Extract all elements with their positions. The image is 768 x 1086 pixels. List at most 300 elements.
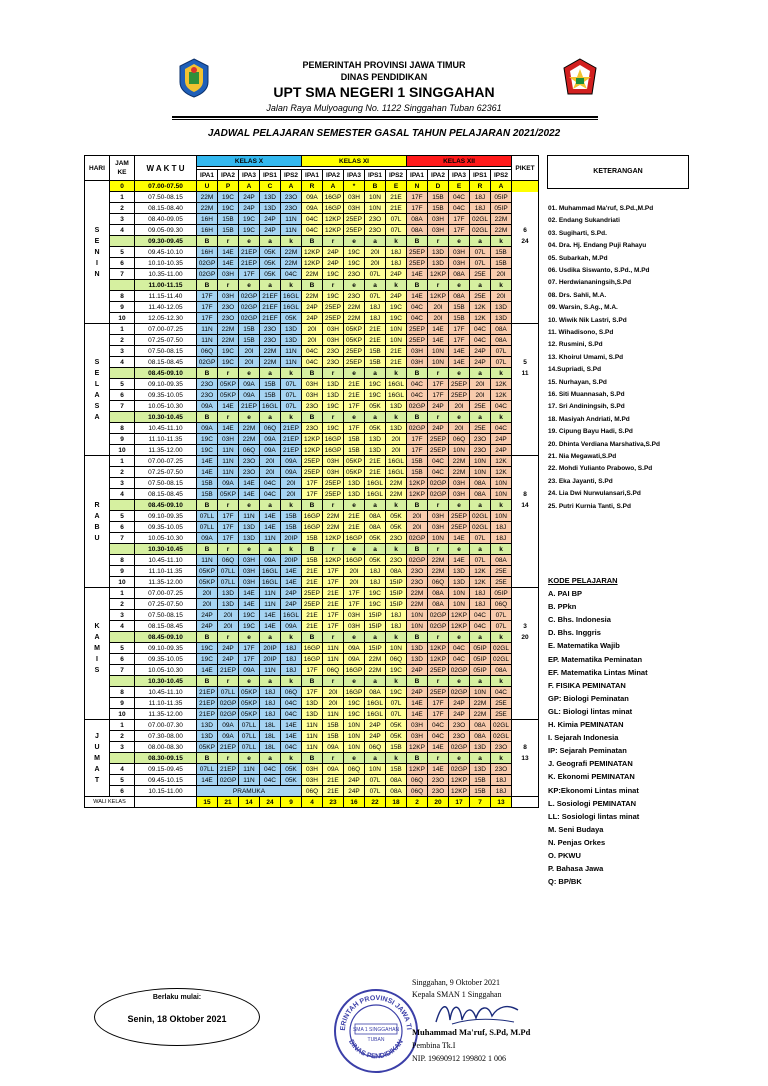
class-cell: 23O xyxy=(365,214,386,225)
piket-cell xyxy=(512,335,539,346)
class-cell: 18J xyxy=(386,247,407,258)
class-cell: 19C xyxy=(323,291,344,302)
class-cell: 11N xyxy=(260,599,281,610)
class-cell: 20I xyxy=(260,456,281,467)
class-cell: A xyxy=(239,181,260,192)
time-slot: 07.00-07.25 xyxy=(135,324,197,335)
class-cell: 23O xyxy=(239,456,260,467)
break-letter: e xyxy=(344,236,365,247)
jam-number xyxy=(110,753,135,764)
subheader-ipa2: IPA2 xyxy=(428,170,449,181)
time-slot: 11.00-11.15 xyxy=(135,280,197,291)
day-letters xyxy=(85,181,109,280)
class-cell: 22M xyxy=(302,269,323,280)
break-letter: B xyxy=(197,544,218,555)
class-cell: 21E xyxy=(323,786,344,797)
jam-number: 5 xyxy=(110,643,135,654)
class-cell: 03H xyxy=(428,511,449,522)
subheader-ips1: IPS1 xyxy=(365,170,386,181)
break-letter: e xyxy=(344,500,365,511)
class-cell: 20I xyxy=(365,258,386,269)
piket-cell xyxy=(512,786,539,797)
class-cell: 10N xyxy=(428,533,449,544)
class-cell: 24P xyxy=(365,720,386,731)
class-cell: 05K xyxy=(365,533,386,544)
time-slot: 10.45-11.10 xyxy=(135,555,197,566)
day-letter: A xyxy=(94,634,100,641)
break-letter: a xyxy=(470,280,491,291)
schedule-row xyxy=(85,335,539,346)
subheader-ipa2: IPA2 xyxy=(218,170,239,181)
class-cell: 14E xyxy=(428,742,449,753)
break-letter: r xyxy=(428,412,449,423)
schedule-row xyxy=(85,731,539,742)
class-cell: P xyxy=(218,181,239,192)
class-cell: 12KP xyxy=(407,489,428,500)
class-cell: 22M xyxy=(197,203,218,214)
break-letter: r xyxy=(323,500,344,511)
class-cell: 15B xyxy=(197,489,218,500)
class-cell: 18L xyxy=(260,742,281,753)
piket-cell xyxy=(512,676,539,687)
class-cell: 04C xyxy=(491,401,512,412)
break-letter: a xyxy=(365,632,386,643)
class-cell: 25E xyxy=(491,577,512,588)
jam-number: 5 xyxy=(110,775,135,786)
time-slot: 08.15-08.45 xyxy=(135,357,197,368)
class-cell: 04C xyxy=(260,764,281,775)
class-cell: 11N xyxy=(323,643,344,654)
teacher-item: 15. Nurhayan, S.Pd xyxy=(548,378,607,386)
class-cell: 19C xyxy=(218,203,239,214)
jam-number: 1 xyxy=(110,456,135,467)
schedule-row xyxy=(85,489,539,500)
class-cell: 17F xyxy=(407,445,428,456)
class-cell: 09A xyxy=(281,467,302,478)
class-cell: 09A xyxy=(197,401,218,412)
break-letter: B xyxy=(302,368,323,379)
jam-number: 1 xyxy=(110,588,135,599)
break-letter: B xyxy=(197,632,218,643)
break-letter: e xyxy=(344,544,365,555)
class-cell: 04C xyxy=(449,643,470,654)
schedule-row xyxy=(85,225,539,236)
class-cell: 20I xyxy=(218,610,239,621)
class-cell: 16GP xyxy=(344,665,365,676)
break-letter: B xyxy=(407,368,428,379)
jam-number: 4 xyxy=(110,225,135,236)
class-cell: 05KP xyxy=(197,577,218,588)
jam-number: 1 xyxy=(110,720,135,731)
class-cell: 20I xyxy=(323,687,344,698)
class-cell: 09A xyxy=(218,478,239,489)
class-cell: 23O xyxy=(449,720,470,731)
class-cell: 18J xyxy=(386,621,407,632)
piket-cell: 3 xyxy=(512,621,539,632)
class-cell: 07L xyxy=(281,379,302,390)
class-cell: 25EP xyxy=(428,665,449,676)
jam-number xyxy=(110,676,135,687)
page-title: JADWAL PELAJARAN SEMESTER GASAL TAHUN PELAJARAN 2021/2022 xyxy=(207,128,561,139)
class-cell: 20I xyxy=(344,577,365,588)
class-cell: 03H xyxy=(344,192,365,203)
class-cell: 08A xyxy=(386,786,407,797)
piket-cell: 24 xyxy=(512,236,539,247)
wali-kelas-value: 23 xyxy=(323,797,344,808)
class-cell: 10N xyxy=(344,742,365,753)
class-cell: 04C xyxy=(302,214,323,225)
keterangan-header xyxy=(547,155,689,189)
class-cell: 04C xyxy=(302,225,323,236)
class-cell: 24P xyxy=(302,302,323,313)
teacher-item: 12. Rusmini, S.Pd xyxy=(548,341,603,349)
jam-number: 4 xyxy=(110,489,135,500)
break-letter: r xyxy=(323,544,344,555)
schedule-row xyxy=(85,610,539,621)
piket-cell xyxy=(512,698,539,709)
class-cell: 12K xyxy=(491,390,512,401)
class-cell: 22M xyxy=(344,302,365,313)
class-cell: 20I xyxy=(197,588,218,599)
teacher-item: 18. Masiyah Andriati, M.Pd xyxy=(548,415,630,423)
class-cell: 03H xyxy=(449,247,470,258)
time-slot: 10.30-10.45 xyxy=(135,544,197,555)
break-letter: e xyxy=(344,412,365,423)
piket-cell xyxy=(512,544,539,555)
class-cell: 13D xyxy=(218,599,239,610)
wali-kelas-value: 13 xyxy=(491,797,512,808)
class-cell: 18L xyxy=(260,720,281,731)
class-cell: E xyxy=(449,181,470,192)
class-cell: 05KP xyxy=(344,335,365,346)
class-cell: 25E xyxy=(470,401,491,412)
class-cell: 06Q xyxy=(449,434,470,445)
class-cell: 15B xyxy=(470,775,491,786)
class-cell: 09A xyxy=(323,764,344,775)
break-letter: e xyxy=(239,676,260,687)
subheader-ipa3: IPA3 xyxy=(449,170,470,181)
class-cell: 04C xyxy=(407,313,428,324)
class-cell: 25EP xyxy=(344,225,365,236)
class-cell: 15IP xyxy=(386,588,407,599)
time-slot: 07.00-07.25 xyxy=(135,588,197,599)
break-letter: a xyxy=(365,280,386,291)
class-cell: 06Q xyxy=(239,445,260,456)
class-cell: 07L xyxy=(386,709,407,720)
class-cell: 09A xyxy=(302,203,323,214)
teacher-item: 04. Dra. Hj. Endang Puji Rahayu xyxy=(548,242,647,250)
break-letter: a xyxy=(470,236,491,247)
class-cell: 03H xyxy=(239,566,260,577)
class-cell: A xyxy=(281,181,302,192)
class-cell: 20I xyxy=(281,478,302,489)
class-cell: 19C xyxy=(197,643,218,654)
class-cell: 09A xyxy=(218,731,239,742)
header-waktu: W A K T U xyxy=(135,156,197,181)
class-cell: 25EP xyxy=(323,478,344,489)
class-cell: 16GL xyxy=(386,456,407,467)
class-cell: 15B xyxy=(344,445,365,456)
class-cell: 07L xyxy=(365,775,386,786)
class-cell: 14E xyxy=(281,566,302,577)
class-cell: 13D xyxy=(323,390,344,401)
class-cell: 13D xyxy=(302,698,323,709)
day-letter: S xyxy=(94,667,100,674)
class-cell: 08A xyxy=(407,225,428,236)
class-cell: 16GL xyxy=(365,698,386,709)
class-cell: 17F xyxy=(239,643,260,654)
class-cell: 21EP xyxy=(197,709,218,720)
break-letter: B xyxy=(302,544,323,555)
class-cell: 03H xyxy=(344,203,365,214)
wali-kelas-value: 18 xyxy=(386,797,407,808)
time-slot: 11.35-12.00 xyxy=(135,445,197,456)
letterhead-rule-thin xyxy=(172,119,598,120)
class-cell: 11N xyxy=(197,335,218,346)
subject-code-item: GL: Biologi lintas minat xyxy=(548,706,633,716)
class-cell: 13D xyxy=(365,434,386,445)
class-cell: 13D xyxy=(449,577,470,588)
class-cell: 12K xyxy=(470,302,491,313)
class-cell: 08A xyxy=(365,511,386,522)
class-cell: 16GL xyxy=(260,401,281,412)
schedule-row xyxy=(85,577,539,588)
class-cell: 13D xyxy=(302,709,323,720)
class-cell: 05KP xyxy=(239,709,260,720)
class-cell: 14E xyxy=(239,478,260,489)
jam-number: 2 xyxy=(110,599,135,610)
class-cell: 21EP xyxy=(197,698,218,709)
class-cell: 25E xyxy=(491,566,512,577)
break-letter: a xyxy=(365,544,386,555)
subheader-ipa1: IPA1 xyxy=(302,170,323,181)
class-cell: 04C xyxy=(281,742,302,753)
schedule-row xyxy=(85,775,539,786)
wali-kelas-value: 7 xyxy=(470,797,491,808)
class-cell: 17F xyxy=(218,511,239,522)
break-letter: k xyxy=(491,280,512,291)
class-cell: 11N xyxy=(323,709,344,720)
subheader-ips2: IPS2 xyxy=(491,170,512,181)
break-letter: e xyxy=(449,544,470,555)
class-cell: 20I xyxy=(260,467,281,478)
class-cell: 16GP xyxy=(302,654,323,665)
break-letter: a xyxy=(260,280,281,291)
class-cell: 05K xyxy=(281,775,302,786)
class-cell: 17F xyxy=(323,610,344,621)
class-cell: 22M xyxy=(302,291,323,302)
class-cell: 24P xyxy=(491,434,512,445)
class-cell: 13D xyxy=(449,566,470,577)
class-cell: 24P xyxy=(323,247,344,258)
class-cell: 23O xyxy=(323,357,344,368)
class-cell: 16GP xyxy=(344,533,365,544)
class-cell: 20I xyxy=(386,434,407,445)
wali-kelas-value: 4 xyxy=(302,797,323,808)
class-cell: 15B xyxy=(302,533,323,544)
class-cell: 17F xyxy=(344,599,365,610)
class-cell: 08A xyxy=(470,489,491,500)
class-cell: 21E xyxy=(344,522,365,533)
class-cell: 08A xyxy=(491,665,512,676)
header-kelas-xi: KELAS XI xyxy=(302,156,407,167)
schedule-row xyxy=(85,181,539,192)
class-cell: 21EP xyxy=(239,258,260,269)
class-cell: 24P xyxy=(281,599,302,610)
class-cell: 19C xyxy=(344,698,365,709)
day-letter: N xyxy=(94,271,100,278)
piket-cell xyxy=(512,269,539,280)
class-cell: 17F xyxy=(344,423,365,434)
class-cell: 02GP xyxy=(218,775,239,786)
class-cell: 23O xyxy=(365,225,386,236)
class-cell: 15B xyxy=(386,764,407,775)
break-letter: e xyxy=(239,236,260,247)
class-cell: 08A xyxy=(470,478,491,489)
piket-cell xyxy=(512,533,539,544)
class-cell: 06Q xyxy=(428,577,449,588)
class-cell: 19C xyxy=(197,434,218,445)
class-cell: 14E xyxy=(218,258,239,269)
teacher-item: 01. Muhammad Ma'ruf, S.Pd.,M.Pd xyxy=(548,205,654,212)
teacher-item: 06. Usdika Siswanto, S.Pd., M.Pd xyxy=(548,267,650,274)
time-slot: 08.40-09.05 xyxy=(135,214,197,225)
piket-cell xyxy=(512,456,539,467)
piket-cell xyxy=(512,247,539,258)
wali-kelas-label: WALI KELAS xyxy=(85,797,135,808)
class-cell: 15B xyxy=(260,379,281,390)
class-cell: 21E xyxy=(344,390,365,401)
class-cell: 18J xyxy=(260,687,281,698)
class-cell: 07LL xyxy=(218,566,239,577)
class-cell: 18J xyxy=(491,522,512,533)
class-cell: 10N xyxy=(428,357,449,368)
subheader-ips1: IPS1 xyxy=(260,170,281,181)
day-letter: A xyxy=(94,414,100,421)
class-cell: 09A xyxy=(344,643,365,654)
class-cell: 14E xyxy=(260,621,281,632)
class-cell: 17F xyxy=(323,577,344,588)
break-letter: a xyxy=(470,368,491,379)
stamp-bottom-text: DINAS PENDIDIKAN xyxy=(347,1038,405,1061)
class-cell: 11N xyxy=(197,555,218,566)
class-cell: 13D xyxy=(344,489,365,500)
class-cell: 15B xyxy=(386,742,407,753)
class-cell: 07L xyxy=(491,610,512,621)
class-cell: 19C xyxy=(197,654,218,665)
wali-kelas-piket-spacer xyxy=(512,797,539,808)
break-letter: B xyxy=(407,236,428,247)
class-cell: 02GL xyxy=(491,654,512,665)
letterhead-address: Jalan Raya Mulyoagung No. 1122 Singgahan Tuban 62361 xyxy=(266,103,502,113)
jam-number: 10 xyxy=(110,445,135,456)
break-letter: k xyxy=(491,676,512,687)
class-cell: 03H xyxy=(449,258,470,269)
class-cell: 16GL xyxy=(281,291,302,302)
schedule-row xyxy=(85,588,539,599)
break-letter: B xyxy=(407,544,428,555)
schedule-row xyxy=(85,621,539,632)
jam-number: 4 xyxy=(110,357,135,368)
class-cell: 02GL xyxy=(491,720,512,731)
subject-code-item: E. Matematika Wajib xyxy=(548,641,620,651)
subject-code-item: I. Sejarah Indonesia xyxy=(548,733,619,743)
class-cell: 08A xyxy=(449,269,470,280)
class-cell: 03H xyxy=(218,291,239,302)
class-cell: 10N xyxy=(491,489,512,500)
break-letter: e xyxy=(344,753,365,764)
class-cell: 20I xyxy=(407,511,428,522)
class-cell: 19C xyxy=(239,225,260,236)
schedule-row xyxy=(85,478,539,489)
teacher-item: 17. Sri Andiningsih, S.Pd xyxy=(548,403,625,411)
break-letter: k xyxy=(386,236,407,247)
wali-kelas-value: 14 xyxy=(239,797,260,808)
time-slot: 07.30-08.00 xyxy=(135,731,197,742)
class-cell: 03H xyxy=(239,555,260,566)
schedule-row xyxy=(85,313,539,324)
class-cell: 06Q xyxy=(344,764,365,775)
day-letter: I xyxy=(96,260,98,267)
class-cell: 04C xyxy=(407,390,428,401)
teacher-item: 09. Warsin, S.Ag., M.A. xyxy=(548,304,618,312)
subject-code-item: L. Sosiologi PEMINATAN xyxy=(548,798,637,808)
effective-label: Berlaku mulai: xyxy=(152,994,202,1001)
class-cell: 20I xyxy=(491,269,512,280)
class-cell: 22M xyxy=(365,654,386,665)
day-letters xyxy=(85,588,109,676)
day-letter: U xyxy=(94,535,100,542)
subheader-ips2: IPS2 xyxy=(386,170,407,181)
jam-number: 4 xyxy=(110,764,135,775)
class-cell: 03H xyxy=(218,434,239,445)
class-cell: 16GL xyxy=(386,379,407,390)
break-letter: r xyxy=(428,280,449,291)
class-cell: 17F xyxy=(302,665,323,676)
class-cell: 07LL xyxy=(197,764,218,775)
class-cell: 25EP xyxy=(449,390,470,401)
class-cell: 12KP xyxy=(449,610,470,621)
jam-number: 3 xyxy=(110,610,135,621)
class-cell: 15IP xyxy=(386,577,407,588)
class-cell: 22M xyxy=(323,522,344,533)
piket-cell xyxy=(512,346,539,357)
time-slot: 07.50-08.15 xyxy=(135,346,197,357)
class-cell: 22M xyxy=(386,489,407,500)
class-cell: 04C xyxy=(449,203,470,214)
header-kelas-xii: KELAS XII xyxy=(407,156,512,167)
break-letter: k xyxy=(386,500,407,511)
class-cell: 18J xyxy=(470,599,491,610)
schedule-row xyxy=(85,445,539,456)
class-cell: 04C xyxy=(407,302,428,313)
class-cell: 07L xyxy=(386,225,407,236)
class-cell: 21E xyxy=(323,599,344,610)
class-cell: 14E xyxy=(197,775,218,786)
keterangan-title: KETERANGAN xyxy=(593,168,643,175)
class-cell: 11N xyxy=(281,357,302,368)
class-cell: 19C xyxy=(218,346,239,357)
class-cell: 08A xyxy=(491,555,512,566)
jam-number: 3 xyxy=(110,346,135,357)
time-slot: 09.35-10.05 xyxy=(135,654,197,665)
schedule-row xyxy=(85,522,539,533)
day-letter: L xyxy=(94,381,100,388)
class-cell: 18J xyxy=(365,302,386,313)
class-cell: 13D xyxy=(386,401,407,412)
jam-number: 7 xyxy=(110,665,135,676)
class-cell: 18J xyxy=(365,577,386,588)
